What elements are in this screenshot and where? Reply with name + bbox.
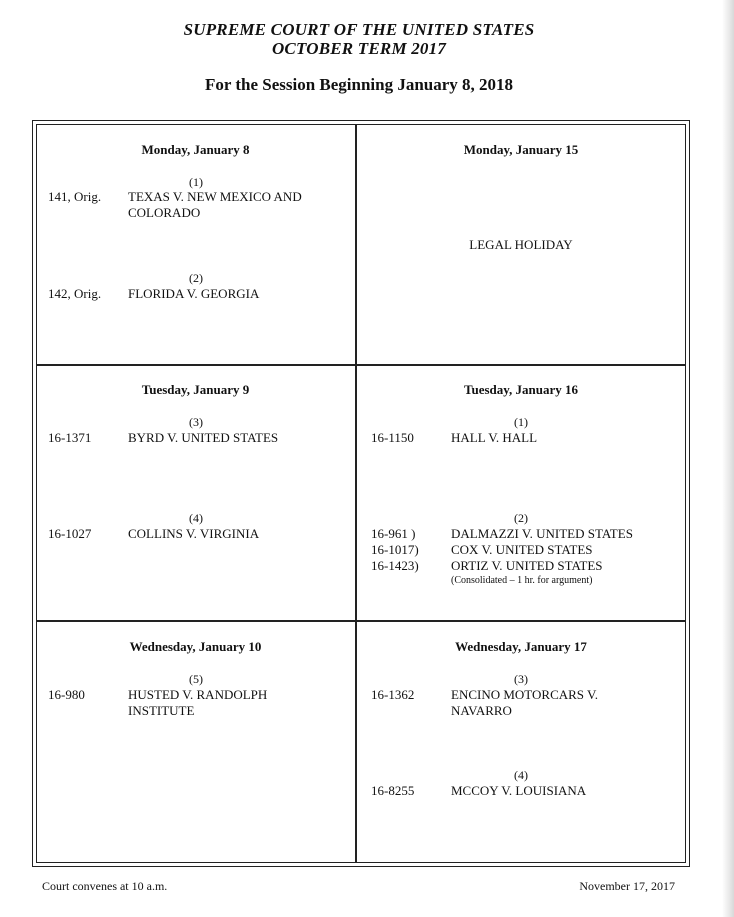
case-number: (1) xyxy=(189,175,203,189)
case-name: MCCOY V. LOUISIANA xyxy=(451,783,587,798)
docket-number: 16-1150 xyxy=(371,430,414,445)
case-name: COX V. UNITED STATES xyxy=(451,542,593,557)
day-title-wed-jan-10: Wednesday, January 10 xyxy=(129,639,262,654)
case-name: HUSTED V. RANDOLPH xyxy=(128,687,268,702)
case-name: FLORIDA V. GEORGIA xyxy=(128,286,260,301)
case-number: (3) xyxy=(514,672,528,686)
case-number: (2) xyxy=(189,271,203,285)
docket-number: 16-961 ) xyxy=(371,526,416,541)
day-title-mon-jan-8: Monday, January 8 xyxy=(141,142,250,157)
case-number: (1) xyxy=(514,415,528,429)
case-number: (4) xyxy=(189,511,203,525)
case-number: (3) xyxy=(189,415,203,429)
day-title-tue-jan-9: Tuesday, January 9 xyxy=(141,382,250,397)
convene-time-note: Court convenes at 10 a.m. xyxy=(42,879,168,893)
docket-number: 16-1362 xyxy=(371,687,415,702)
docket-number: 142, Orig. xyxy=(48,286,102,301)
term-title: OCTOBER TERM 2017 xyxy=(271,39,447,58)
court-title: SUPREME COURT OF THE UNITED STATES xyxy=(183,20,535,39)
case-name-cont: INSTITUTE xyxy=(128,703,195,718)
docket-number: 16-1017) xyxy=(371,542,419,557)
consolidated-note: (Consolidated – 1 hr. for argument) xyxy=(451,575,593,586)
case-name: DALMAZZI V. UNITED STATES xyxy=(451,526,633,541)
case-number: (4) xyxy=(514,768,528,782)
column-divider xyxy=(355,124,357,863)
row-divider-2 xyxy=(36,620,686,622)
day-title-tue-jan-16: Tuesday, January 16 xyxy=(463,382,579,397)
page-edge-shadow xyxy=(722,0,734,917)
docket-number: 16-8255 xyxy=(371,783,415,798)
case-name: HALL V. HALL xyxy=(451,430,538,445)
case-number: (5) xyxy=(189,672,203,686)
case-name: ENCINO MOTORCARS V. xyxy=(451,687,599,702)
day-title-wed-jan-17: Wednesday, January 17 xyxy=(455,639,587,654)
case-name: BYRD V. UNITED STATES xyxy=(128,430,279,445)
case-name-cont: NAVARRO xyxy=(451,703,512,718)
document-date: November 17, 2017 xyxy=(579,879,675,893)
docket-number: 16-980 xyxy=(48,687,85,702)
case-name: COLLINS V. VIRGINIA xyxy=(128,526,260,541)
case-name-cont: COLORADO xyxy=(128,205,201,220)
day-title-mon-jan-15: Monday, January 15 xyxy=(463,142,579,157)
row-divider-1 xyxy=(36,364,686,366)
docket-number: 16-1423) xyxy=(371,558,419,573)
docket-number: 141, Orig. xyxy=(48,189,102,204)
legal-holiday-label: LEGAL HOLIDAY xyxy=(469,237,573,252)
case-number: (2) xyxy=(514,511,528,525)
case-name: ORTIZ V. UNITED STATES xyxy=(451,558,603,573)
session-title: For the Session Beginning January 8, 2018 xyxy=(204,75,514,94)
docket-number: 16-1027 xyxy=(48,526,92,541)
case-name: TEXAS V. NEW MEXICO AND xyxy=(128,189,302,204)
docket-number: 16-1371 xyxy=(48,430,92,445)
calendar-grid xyxy=(36,124,686,863)
